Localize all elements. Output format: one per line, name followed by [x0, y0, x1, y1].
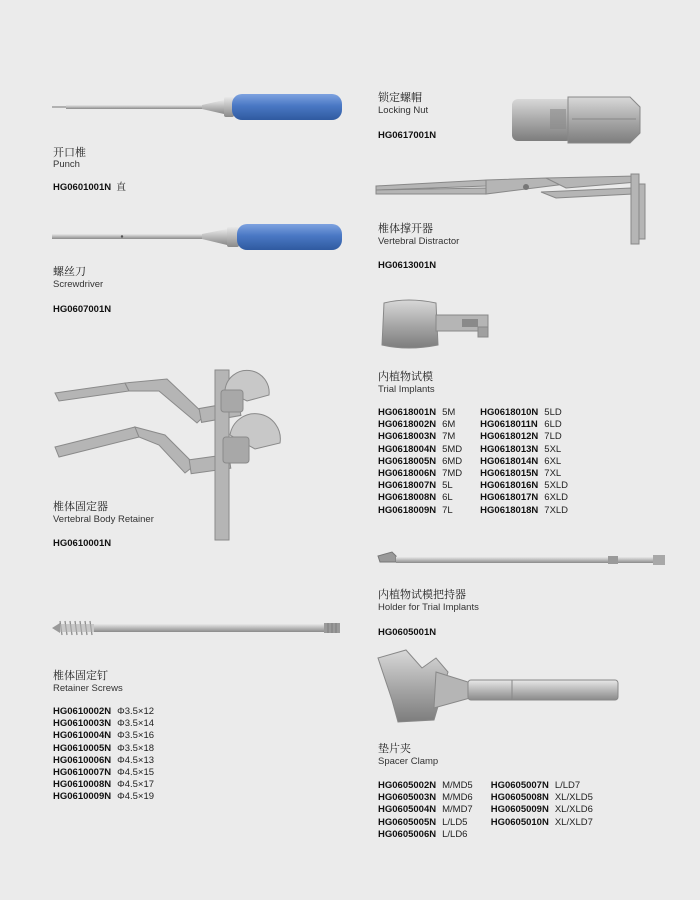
- product-code: HG0605008N: [490, 792, 549, 804]
- screw-row: [53, 767, 172, 779]
- distractor-code: HG0613001N: [378, 260, 437, 271]
- product-size: M/MD6: [442, 792, 473, 804]
- product-code: HG0618003N: [378, 431, 437, 443]
- product-code: HG0618007N: [378, 480, 437, 492]
- product-size: 5MD: [442, 443, 463, 455]
- punch-name-cn: 开口椎: [53, 146, 86, 159]
- product-size: [555, 829, 611, 841]
- product-code: HG0605009N: [490, 804, 549, 816]
- trial-implant-row: [378, 480, 586, 492]
- trial-implant-image: [378, 297, 493, 352]
- product-size: 6LD: [544, 419, 562, 431]
- product-size: 7XLD: [544, 504, 569, 516]
- product-size: L/LD5: [442, 816, 468, 828]
- product-code: HG0610003N: [53, 718, 112, 730]
- product-code: HG0618011N: [480, 419, 538, 431]
- punch-note: 直: [116, 182, 126, 193]
- product-code: HG0618014N: [480, 455, 539, 467]
- product-code: HG0618012N: [480, 431, 539, 443]
- spacer-clamp-row: [378, 780, 611, 792]
- product-code: HG0610004N: [53, 730, 112, 742]
- retainer-screw-image: [52, 618, 342, 638]
- product-code: HG0605006N: [378, 828, 437, 840]
- screwdriver-image: [52, 222, 352, 252]
- product-size: 5L: [442, 480, 453, 492]
- product-size: 7MD: [442, 468, 463, 480]
- screw-row: [53, 718, 172, 730]
- product-code: HG0605004N: [378, 804, 437, 816]
- product-size: Φ4.5×13: [117, 754, 155, 766]
- spacer-clamp-name-en: Spacer Clamp: [378, 756, 439, 767]
- product-code: HG0618013N: [480, 443, 539, 455]
- spacer-clamp-name-cn: 垫片夹: [378, 742, 411, 755]
- spacer-clamp-row: [378, 817, 611, 829]
- distractor-name-cn: 椎体撑开器: [378, 222, 433, 235]
- holder-code: HG0605001N: [378, 627, 437, 638]
- trial-implant-row: [378, 468, 586, 480]
- product-code: HG0618015N: [480, 468, 539, 480]
- product-size: Φ3.5×18: [117, 742, 155, 754]
- product-code: HG0610005N: [53, 742, 112, 754]
- product-code: HG0605003N: [378, 792, 437, 804]
- trial-implant-row: [378, 492, 586, 504]
- product-size: 5LD: [544, 407, 562, 418]
- locking-nut-name-cn: 锁定螺帽: [378, 91, 422, 104]
- distractor-name-en: Vertebral Distractor: [378, 236, 460, 247]
- screws-name-cn: 椎体固定钉: [53, 669, 108, 682]
- product-size: L/LD7: [554, 780, 581, 791]
- product-code: HG0618009N: [378, 504, 437, 516]
- spacer-clamp-row: [378, 829, 611, 841]
- screw-row: [53, 779, 172, 791]
- trial-implant-row: [378, 407, 586, 419]
- product-code: HG0605010N: [490, 816, 549, 828]
- product-code: HG0610009N: [53, 791, 112, 803]
- product-size: M/MD5: [442, 780, 473, 791]
- holder-image: [378, 548, 668, 574]
- product-size: 5XL: [544, 443, 562, 455]
- product-code: HG0605005N: [378, 816, 437, 828]
- holder-name-en: Holder for Trial Implants: [378, 602, 479, 613]
- product-size: M/MD7: [442, 804, 473, 816]
- trial-implants-name-en: Trial Implants: [378, 384, 435, 395]
- screw-row: [53, 755, 172, 767]
- product-code: HG0610006N: [53, 754, 112, 766]
- locking-nut-image: [512, 93, 642, 145]
- product-size: Φ4.5×17: [117, 779, 155, 791]
- product-code: HG0610002N: [53, 706, 112, 717]
- product-size: XL/XLD6: [554, 804, 593, 816]
- product-size: 6L: [442, 492, 453, 504]
- trial-implants-name-cn: 内植物试模: [378, 370, 433, 383]
- product-size: 7L: [442, 504, 453, 516]
- retainer-name-en: Vertebral Body Retainer: [53, 514, 154, 525]
- product-size: 6M: [442, 419, 456, 431]
- product-size: 6MD: [442, 455, 463, 467]
- trial-implant-row: [378, 444, 586, 456]
- product-code: HG0610007N: [53, 767, 112, 779]
- product-size: Φ3.5×14: [117, 718, 155, 730]
- locking-nut-name-en: Locking Nut: [378, 105, 429, 116]
- product-code: HG0605007N: [490, 780, 549, 791]
- product-size: 7M: [442, 431, 456, 443]
- screws-name-en: Retainer Screws: [53, 683, 123, 694]
- product-size: Φ3.5×12: [117, 706, 155, 717]
- punch-code: HG0601001N 直: [53, 182, 126, 193]
- screwdriver-name-cn: 螺丝刀: [53, 265, 86, 278]
- product-size: XL/XLD5: [554, 792, 593, 804]
- spacer-clamp-row: [378, 792, 611, 804]
- product-size: Φ4.5×19: [117, 791, 155, 803]
- product-size: 6XLD: [544, 492, 569, 504]
- punch-image: [52, 92, 352, 122]
- screw-row: [53, 743, 172, 755]
- product-size: XL/XLD7: [554, 816, 593, 828]
- trial-implant-row: [378, 505, 586, 517]
- product-size: 6XL: [544, 455, 562, 467]
- product-size: Φ4.5×15: [117, 767, 155, 779]
- screw-row: [53, 706, 172, 718]
- product-size: 7LD: [544, 431, 562, 443]
- screw-row: [53, 791, 172, 803]
- product-code: HG0618016N: [480, 480, 539, 492]
- retainer-name-cn: 椎体固定器: [53, 500, 108, 513]
- product-code: HG0618008N: [378, 492, 437, 504]
- product-code: HG0610008N: [53, 779, 112, 791]
- trial-implant-row: [378, 431, 586, 443]
- screw-row: [53, 730, 172, 742]
- product-code: HG0618004N: [378, 443, 437, 455]
- product-code: HG0618018N: [480, 504, 539, 516]
- retainer-code: HG0610001N: [53, 538, 112, 549]
- product-code: HG0618002N: [378, 419, 437, 431]
- trial-implant-row: [378, 419, 586, 431]
- product-size: Φ3.5×16: [117, 730, 155, 742]
- locking-nut-code: HG0617001N: [378, 130, 437, 141]
- product-code: HG0618001N: [378, 407, 437, 418]
- screwdriver-code: HG0607001N: [53, 304, 112, 315]
- product-code: HG0618005N: [378, 455, 437, 467]
- product-code: HG0618006N: [378, 468, 437, 480]
- holder-name-cn: 内植物试模把持器: [378, 588, 466, 601]
- product-size: 5M: [442, 407, 456, 418]
- product-code: HG0618017N: [480, 492, 539, 504]
- spacer-clamp-image: [378, 650, 638, 730]
- punch-name-en: Punch: [53, 159, 80, 170]
- screwdriver-name-en: Screwdriver: [53, 279, 104, 290]
- spacer-clamp-row: [378, 804, 611, 816]
- product-size: 5XLD: [544, 480, 569, 492]
- product-size: 7XL: [544, 468, 562, 480]
- product-code: HG0618010N: [480, 407, 539, 418]
- spacer-clamp-table: [378, 780, 611, 841]
- product-code: [491, 829, 555, 841]
- product-size: L/LD6: [442, 828, 468, 840]
- trial-implants-table: [378, 407, 586, 517]
- screws-table: [53, 706, 172, 804]
- trial-implant-row: [378, 456, 586, 468]
- product-code: HG0605002N: [378, 780, 437, 791]
